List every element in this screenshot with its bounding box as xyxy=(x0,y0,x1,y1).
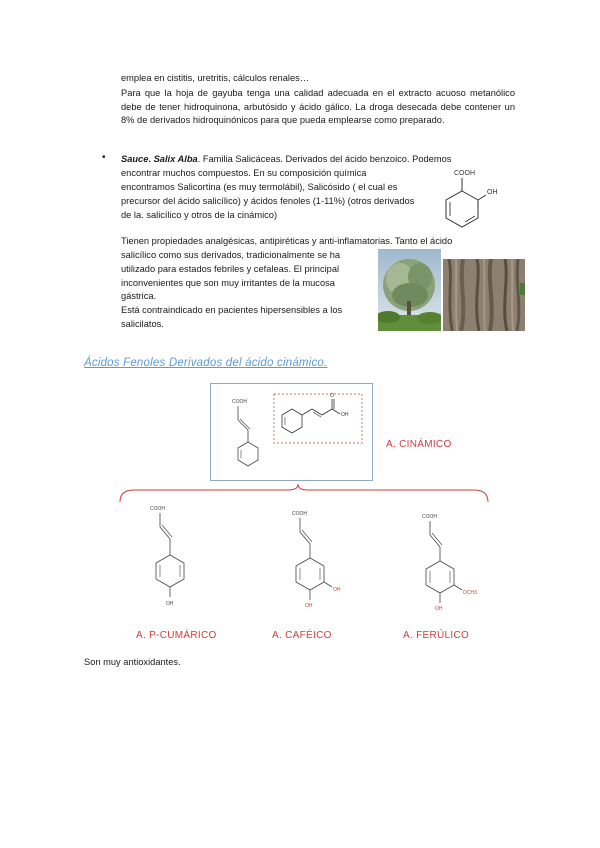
cinnamic-small-cooh: COOH xyxy=(232,399,247,405)
svg-text:O: O xyxy=(330,393,334,399)
p-coumaric-cooh: COOH xyxy=(150,506,165,512)
grouping-brace xyxy=(118,482,490,504)
caffeic-structure xyxy=(278,503,358,613)
cinnamic-oh-label: OH xyxy=(341,412,349,418)
willow-bark-photo xyxy=(443,259,525,331)
section-heading: Ácidos Fenoles Derivados del ácido cinámico. xyxy=(84,357,328,369)
ferulic-och3: OCH3 xyxy=(463,590,477,596)
sauce-p2-line-4: inconvenientes que son muy irritantes de la mucosa xyxy=(121,278,335,288)
ferulic-label: A. FERÚLICO xyxy=(403,630,470,641)
caffeic-oh-meta: OH xyxy=(333,587,341,593)
sauce-p2-line-6: Está contraindicado en pacientes hipersensibles a los xyxy=(121,305,343,315)
caffeic-oh-para: OH xyxy=(305,603,313,609)
sauce-line-1: Sauce. Salix Alba. Familia Salicáceas. Derivados del ácido benzoico. Podemos xyxy=(121,154,452,164)
p-coumaric-label: A. P-CUMÁRICO xyxy=(136,630,217,641)
sauce-line-4: precursor del ácido salicílico) y ácidos fenoles (1-11%) (otros derivados xyxy=(121,196,415,206)
salicylic-oh-label: OH xyxy=(487,189,498,196)
sauce-name: Sauce xyxy=(121,154,149,164)
closing-line: Son muy antioxidantes. xyxy=(84,657,181,667)
sauce-p2-line-7: salicilatos. xyxy=(121,319,164,329)
sauce-line-3: encontramos Salicortina (es muy termolábil), Salicósido ( el cual es xyxy=(121,182,398,192)
ferulic-oh: OH xyxy=(435,606,443,612)
sauce-line-5: de la. salicílico y otros de la cinámico) xyxy=(121,210,278,220)
cinnamic-structures xyxy=(212,385,370,477)
ferulic-structure xyxy=(410,508,490,618)
ferulic-cooh: COOH xyxy=(422,514,437,520)
caffeic-label: A. CAFÉICO xyxy=(272,630,332,641)
intro-line: emplea en cistitis, uretritis, cálculos renales… xyxy=(121,73,310,83)
sauce-p2-line-3: utilizado para estados febriles y cefaleas. El principal xyxy=(121,264,340,274)
p-coumaric-oh: OH xyxy=(166,601,174,607)
sauce-p2-line-1: Tienen propiedades analgésicas, antipiréticas y anti-inflamatorias. Tanto el ácido xyxy=(121,236,453,246)
intro-paragraph: Para que la hoja de gayuba tenga una calidad adecuada en el extracto acuoso metanólico debe de tener hidroquinona, arbutósido y ácido gálico. La droga desecada debe contener un 8% de derivados hidroquinónicos para que pueda emplearse como preparado. xyxy=(121,88,515,126)
bullet-marker: • xyxy=(102,152,106,163)
willow-tree-photo xyxy=(378,249,441,331)
sauce-latin: Salix Alba xyxy=(153,154,198,164)
caffeic-cooh: COOH xyxy=(292,511,307,517)
salicylic-cooh-label: COOH xyxy=(454,170,475,177)
cinnamic-label: A. CINÁMICO xyxy=(386,439,452,450)
salicylic-acid-structure xyxy=(440,165,500,237)
sauce-p2-line-5: gástrica. xyxy=(121,291,157,301)
p-coumaric-structure xyxy=(140,503,210,613)
sauce-p2-line-2: salicílico como sus derivados, tradicionalmente se ha xyxy=(121,250,341,260)
sauce-line-2: encontrar muchos compuestos. En su composición química xyxy=(121,168,367,178)
